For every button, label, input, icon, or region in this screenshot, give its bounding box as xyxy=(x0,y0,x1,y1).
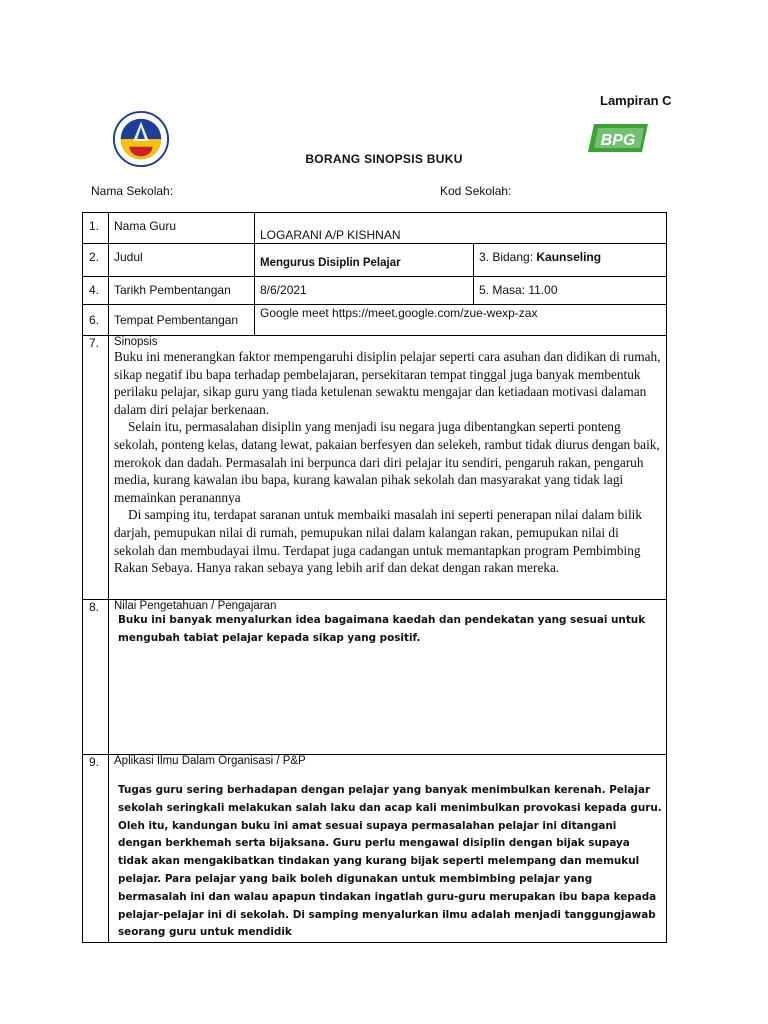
venue-label: Tempat Pembentangan xyxy=(109,305,255,336)
field-cell xyxy=(474,244,667,277)
knowledge-heading: Nilai Pengetahuan / Pengajaran xyxy=(114,600,277,612)
title-label: Judul xyxy=(109,244,255,277)
synopsis-paragraph: Buku ini menerangkan faktor mempengaruhi disiplin pelajar seperti cara asuhan dan didikan di rumah, sikap negatif ibu bapa terhadap pembelajaran, persekitaran tempat tinggal juga banyak membentuk perilaku pelajar, sikap guru yang tiada ketulenan sewaktu mengajar dan ketiadaan motivasi dalaman dalam diri pelajar berkenaan. xyxy=(114,349,661,417)
row-application xyxy=(83,755,667,943)
row-number: 7. xyxy=(83,336,109,600)
synopsis-heading: Sinopsis xyxy=(114,336,158,348)
annex-label: Lampiran C xyxy=(600,93,672,108)
school-code-label: Kod Sekolah: xyxy=(440,184,512,198)
synopsis-cell xyxy=(109,336,667,600)
application-text: Tugas guru sering berhadapan dengan pelajar yang banyak menimbulkan kerenah. Pelajar sekolah seringkali melakukan salah laku dan acap kali menimbulkan provokasi kepada guru. Oleh itu, kandungan buku ini amat sesuai supaya permasalahan pelajar ini ditangani dengan berkhemah serta bijaksana. Guru perlu mengawal disiplin dengan bijak supaya tidak akan mengakibatkan tindakan yang kurang bijak seperti melempang dan memukul pelajar. Para pelajar yang baik boleh digunakan untuk membimbing pelajar yang bermasalah ini dan walau apapun tindakan ingatlah guru-guru merupakan ibu bapa kepada pelajar-pelajar ini di sekolah. Di samping menyalurkan ilmu adalah menjadi tanggungjawab seorang guru untuk mendidik xyxy=(118,784,662,939)
row-number: 6. xyxy=(83,305,109,336)
field-value: Kaunseling xyxy=(536,250,602,264)
row-number: 8. xyxy=(83,600,109,755)
row-knowledge xyxy=(83,600,667,755)
synopsis-paragraph: Selain itu, permasalahan disiplin yang menjadi isu negara juga dibentangkan seperti ponteng sekolah, ponteng kelas, datang lewat, pakaian berfesyen dan selekeh, rambut tidak diurus dengan baik, merokok dan dadah. Permasalah ini berpunca dari diri pelajar itu sendiri, pengaruh rakan, pengaruh media, kurang kawalan ibu bapa, kurang kawalan pihak sekolah dan masyarakat yang tidak lagi memainkan peranannya xyxy=(114,419,660,505)
time-label: 5. Masa: 11.00 xyxy=(474,277,667,305)
row-teacher-name xyxy=(83,213,667,244)
field-label: 3. Bidang: xyxy=(479,250,534,264)
knowledge-cell xyxy=(109,600,667,755)
row-number: 4. xyxy=(83,277,109,305)
row-number: 2. xyxy=(83,244,109,277)
synopsis-paragraph: Di samping itu, terdapat saranan untuk membaiki masalah ini seperti penerapan nilai dalam bilik darjah, pemupukan nilai di rumah, pemupukan nilai dalam kalangan rakan, pemupukan nilai di sekolah dan membudayai ilmu. Terdapat juga cadangan untuk memantapkan program Pembimbing Rakan Sebaya. Hanya rakan sebaya yang lebih arif dan dekat dengan rakan mereka. xyxy=(114,507,642,576)
row-date xyxy=(83,277,667,305)
knowledge-text: Buku ini banyak menyalurkan idea bagaimana kaedah dan pendekatan yang sesuai untuk mengubah tabiat pelajar kepada sikap yang positif. xyxy=(118,614,646,644)
synopsis-form-table xyxy=(82,212,667,943)
row-number: 1. xyxy=(83,213,109,244)
bpg-logo-text: BPG xyxy=(600,132,636,149)
application-heading: Aplikasi Ilmu Dalam Organisasi / P&P xyxy=(114,755,306,767)
row-venue xyxy=(83,305,667,336)
synopsis-body xyxy=(114,348,662,577)
bpg-logo xyxy=(586,122,650,156)
row-synopsis xyxy=(83,336,667,600)
school-name-label: Nama Sekolah: xyxy=(91,184,174,198)
row-number: 9. xyxy=(83,755,109,943)
teacher-name-label: Nama Guru xyxy=(109,213,255,244)
row-title xyxy=(83,244,667,277)
date-value: 8/6/2021 xyxy=(255,277,474,305)
venue-value: Google meet https://meet.google.com/zue-wexp-zax xyxy=(255,305,667,336)
application-cell xyxy=(109,755,667,943)
teacher-name-value: LOGARANI A/P KISHNAN xyxy=(255,213,667,244)
date-label: Tarikh Pembentangan xyxy=(109,277,255,305)
form-title: BORANG SINOPSIS BUKU xyxy=(305,152,463,166)
book-title-value: Mengurus Disiplin Pelajar xyxy=(255,244,474,277)
